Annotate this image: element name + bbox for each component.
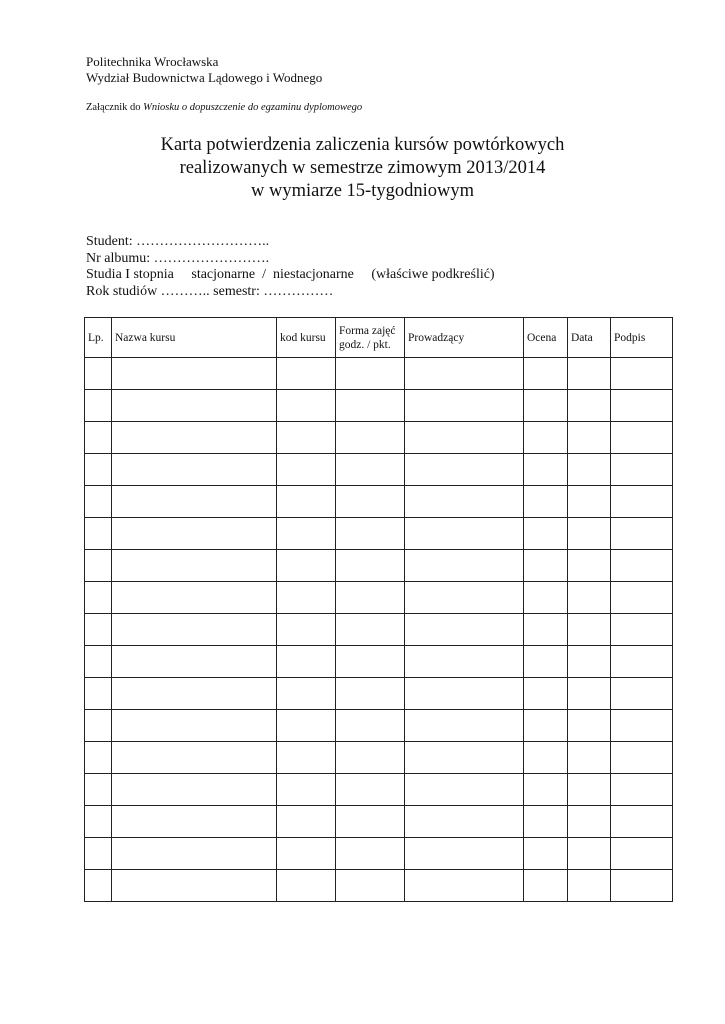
table-row <box>85 742 673 774</box>
table-cell[interactable] <box>405 646 524 678</box>
table-cell[interactable] <box>85 870 112 902</box>
table-cell[interactable] <box>568 582 611 614</box>
table-cell[interactable] <box>568 838 611 870</box>
table-cell[interactable] <box>85 518 112 550</box>
table-cell[interactable] <box>112 838 277 870</box>
table-cell[interactable] <box>85 742 112 774</box>
table-cell[interactable] <box>524 518 568 550</box>
table-cell[interactable] <box>524 838 568 870</box>
table-cell[interactable] <box>112 870 277 902</box>
table-cell[interactable] <box>336 358 405 390</box>
table-cell[interactable] <box>277 486 336 518</box>
table-cell[interactable] <box>611 742 673 774</box>
table-cell[interactable] <box>568 774 611 806</box>
table-cell[interactable] <box>568 550 611 582</box>
courses-table <box>84 317 673 902</box>
table-cell[interactable] <box>405 550 524 582</box>
header-grade: Ocena <box>524 318 568 358</box>
table-cell[interactable] <box>405 454 524 486</box>
table-cell[interactable] <box>336 710 405 742</box>
table-cell[interactable] <box>85 614 112 646</box>
table-row <box>85 710 673 742</box>
table-cell[interactable] <box>405 806 524 838</box>
table-cell[interactable] <box>568 806 611 838</box>
table-cell[interactable] <box>524 550 568 582</box>
table-cell[interactable] <box>405 358 524 390</box>
table-cell[interactable] <box>112 774 277 806</box>
header-lp: Lp. <box>85 318 112 358</box>
table-cell[interactable] <box>112 550 277 582</box>
table-cell[interactable] <box>112 710 277 742</box>
table-cell[interactable] <box>524 774 568 806</box>
table-cell[interactable] <box>568 678 611 710</box>
faculty-name: Wydział Budownictwa Lądowego i Wodnego <box>86 70 323 85</box>
table-row <box>85 518 673 550</box>
table-cell[interactable] <box>112 390 277 422</box>
table-cell[interactable] <box>611 550 673 582</box>
table-cell[interactable] <box>336 390 405 422</box>
header-form: Forma zajęć godz. / pkt. <box>336 318 405 358</box>
table-row <box>85 646 673 678</box>
table-cell[interactable] <box>524 710 568 742</box>
table-cell[interactable] <box>405 838 524 870</box>
table-row <box>85 806 673 838</box>
table-cell[interactable] <box>336 838 405 870</box>
table-cell[interactable] <box>336 742 405 774</box>
student-field: Student: ……………………….. <box>86 234 270 249</box>
table-cell[interactable] <box>112 518 277 550</box>
annex-note <box>86 102 362 113</box>
table-row <box>85 774 673 806</box>
table-cell[interactable] <box>611 358 673 390</box>
header-signature: Podpis <box>611 318 673 358</box>
table-cell[interactable] <box>112 454 277 486</box>
table-cell[interactable] <box>405 582 524 614</box>
table-cell[interactable] <box>85 806 112 838</box>
annex-document: Wniosku o dopuszczenie do egzaminu dyplomowego <box>143 102 363 113</box>
table-cell[interactable] <box>611 774 673 806</box>
table-cell[interactable] <box>336 774 405 806</box>
table-cell[interactable] <box>405 614 524 646</box>
table-cell[interactable] <box>568 646 611 678</box>
table-cell[interactable] <box>112 646 277 678</box>
table-row <box>85 422 673 454</box>
table-cell[interactable] <box>277 678 336 710</box>
table-cell[interactable] <box>85 678 112 710</box>
table-row <box>85 870 673 902</box>
table-cell[interactable] <box>112 582 277 614</box>
table-cell[interactable] <box>112 614 277 646</box>
table-cell[interactable] <box>336 614 405 646</box>
table-cell[interactable] <box>568 390 611 422</box>
table-cell[interactable] <box>524 742 568 774</box>
title-line-2: realizowanych w semestrze zimowym 2013/2014 <box>179 158 546 178</box>
table-cell[interactable] <box>405 870 524 902</box>
header-instructor: Prowadzący <box>405 318 524 358</box>
table-cell[interactable] <box>85 390 112 422</box>
table-cell[interactable] <box>85 486 112 518</box>
table-cell[interactable] <box>85 646 112 678</box>
table-cell[interactable] <box>568 422 611 454</box>
table-row <box>85 678 673 710</box>
table-row <box>85 486 673 518</box>
table-cell[interactable] <box>568 710 611 742</box>
table-cell[interactable] <box>524 582 568 614</box>
table-cell[interactable] <box>568 870 611 902</box>
table-cell[interactable] <box>336 582 405 614</box>
table-cell[interactable] <box>112 678 277 710</box>
table-cell[interactable] <box>277 422 336 454</box>
table-cell[interactable] <box>277 838 336 870</box>
table-cell[interactable] <box>524 486 568 518</box>
table-cell[interactable] <box>277 646 336 678</box>
table-cell[interactable] <box>277 518 336 550</box>
table-cell[interactable] <box>336 870 405 902</box>
table-cell[interactable] <box>568 518 611 550</box>
table-cell[interactable] <box>524 646 568 678</box>
table-cell[interactable] <box>277 454 336 486</box>
table-cell[interactable] <box>277 806 336 838</box>
table-cell[interactable] <box>405 518 524 550</box>
table-cell[interactable] <box>277 582 336 614</box>
table-row <box>85 838 673 870</box>
table-cell[interactable] <box>336 678 405 710</box>
table-cell[interactable] <box>112 422 277 454</box>
table-cell[interactable] <box>85 582 112 614</box>
table-cell[interactable] <box>611 454 673 486</box>
table-cell[interactable] <box>112 358 277 390</box>
table-cell[interactable] <box>405 710 524 742</box>
table-cell[interactable] <box>405 390 524 422</box>
table-row <box>85 390 673 422</box>
table-row <box>85 614 673 646</box>
table-cell[interactable] <box>85 422 112 454</box>
table-cell[interactable] <box>524 806 568 838</box>
table-cell[interactable] <box>336 454 405 486</box>
table-cell[interactable] <box>85 838 112 870</box>
table-cell[interactable] <box>524 422 568 454</box>
table-cell[interactable] <box>611 710 673 742</box>
table-cell[interactable] <box>524 454 568 486</box>
table-cell[interactable] <box>568 358 611 390</box>
table-cell[interactable] <box>524 678 568 710</box>
table-cell[interactable] <box>611 390 673 422</box>
year-semester-field: Rok studiów ……….. semestr: …………… <box>86 283 334 299</box>
table-row <box>85 582 673 614</box>
table-cell[interactable] <box>112 742 277 774</box>
table-cell[interactable] <box>524 870 568 902</box>
table-header-row <box>85 318 673 358</box>
table-row <box>85 454 673 486</box>
table-cell[interactable] <box>85 550 112 582</box>
table-cell[interactable] <box>336 806 405 838</box>
table-cell[interactable] <box>336 550 405 582</box>
table-cell[interactable] <box>336 518 405 550</box>
table-cell[interactable] <box>336 646 405 678</box>
table-cell[interactable] <box>85 774 112 806</box>
table-cell[interactable] <box>405 678 524 710</box>
table-row <box>85 550 673 582</box>
header-date: Data <box>568 318 611 358</box>
table-cell[interactable] <box>277 742 336 774</box>
album-number-field: Nr albumu: ……………………. <box>86 250 270 266</box>
table-cell[interactable] <box>336 422 405 454</box>
table-cell[interactable] <box>524 390 568 422</box>
table-cell[interactable] <box>611 486 673 518</box>
table-cell[interactable] <box>336 486 405 518</box>
table-cell[interactable] <box>611 838 673 870</box>
table-cell[interactable] <box>405 742 524 774</box>
table-cell[interactable] <box>611 422 673 454</box>
title-line-1: Karta potwierdzenia zaliczenia kursów powtórkowych <box>160 135 565 155</box>
header-course-name: Nazwa kursu <box>112 318 277 358</box>
table-cell[interactable] <box>568 454 611 486</box>
table-cell[interactable] <box>405 422 524 454</box>
table-cell[interactable] <box>611 582 673 614</box>
table-cell[interactable] <box>112 806 277 838</box>
table-cell[interactable] <box>277 614 336 646</box>
table-cell[interactable] <box>524 614 568 646</box>
student-info <box>86 234 495 300</box>
table-cell[interactable] <box>568 486 611 518</box>
table-cell[interactable] <box>611 678 673 710</box>
table-body <box>85 358 673 902</box>
table-cell[interactable] <box>277 390 336 422</box>
table-cell[interactable] <box>85 710 112 742</box>
title-line-3: w wymiarze 15-tygodniowym <box>251 181 474 201</box>
table-cell[interactable] <box>405 486 524 518</box>
table-cell[interactable] <box>568 614 611 646</box>
study-mode-field: Studia I stopnia stacjonarne / niestacjonarne (właściwe podkreślić) <box>86 267 495 282</box>
table-cell[interactable] <box>85 454 112 486</box>
annex-prefix: Załącznik do <box>86 102 144 113</box>
table-cell[interactable] <box>611 646 673 678</box>
table-cell[interactable] <box>524 358 568 390</box>
table-cell[interactable] <box>405 774 524 806</box>
header-course-code: kod kursu <box>277 318 336 358</box>
table-cell[interactable] <box>568 742 611 774</box>
table-cell[interactable] <box>611 870 673 902</box>
university-name: Politechnika Wrocławska <box>86 54 219 69</box>
table-cell[interactable] <box>85 358 112 390</box>
table-row <box>85 358 673 390</box>
table-cell[interactable] <box>611 806 673 838</box>
table-cell[interactable] <box>277 550 336 582</box>
table-cell[interactable] <box>277 774 336 806</box>
table-cell[interactable] <box>277 358 336 390</box>
table-cell[interactable] <box>611 614 673 646</box>
table-cell[interactable] <box>611 518 673 550</box>
table-cell[interactable] <box>112 486 277 518</box>
table-cell[interactable] <box>277 870 336 902</box>
document-title <box>0 134 725 203</box>
table-cell[interactable] <box>277 710 336 742</box>
